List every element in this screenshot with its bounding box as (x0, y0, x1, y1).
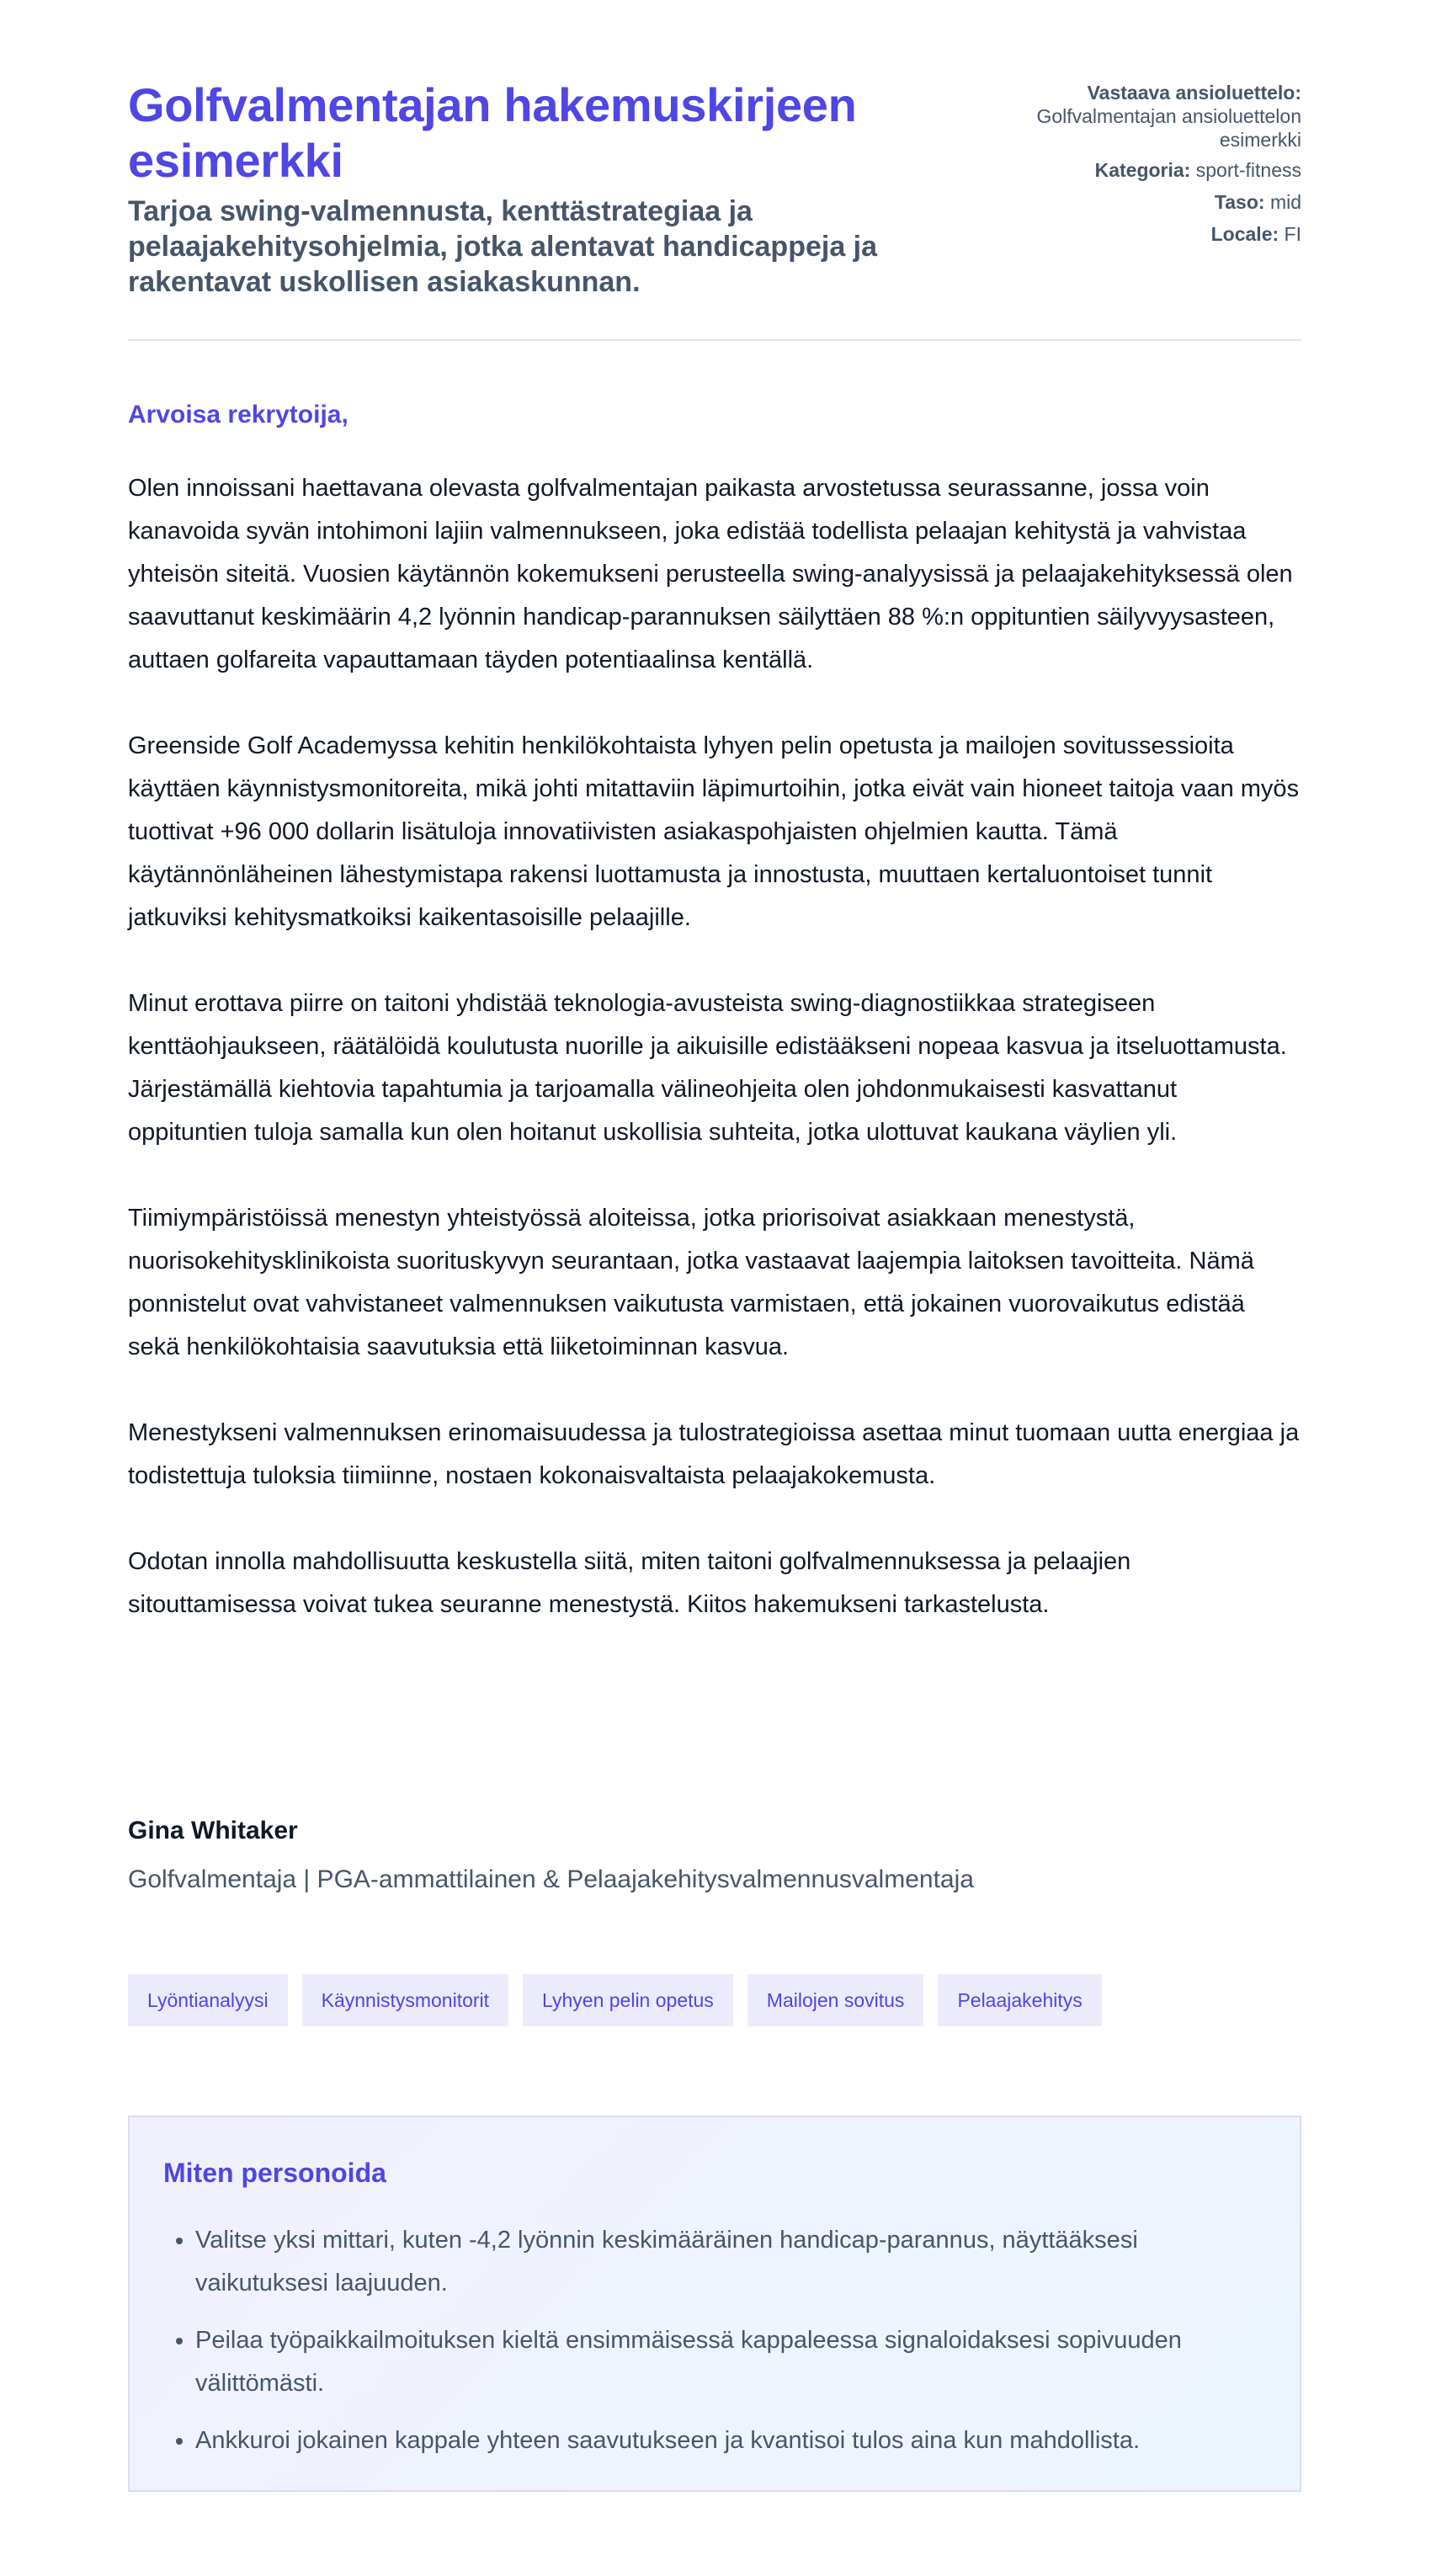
meta-level-value: mid (1269, 191, 1301, 213)
meta-category-value: sport-fitness (1195, 159, 1301, 181)
signature-name: Gina Whitaker (128, 1817, 298, 1844)
meta-resume-label: Vastaava ansioluettelo: (1087, 82, 1301, 104)
letter-paragraph: Menestykseni valmennuksen erinomaisuudessa ja tulostrategioissa asettaa minut tuomaan uutta energiaa ja todistettuja tuloksia tiimiinne, nostaen kokonaisvaltaista pelaajakokemusta. (128, 1419, 1300, 1489)
tip-item: • Valitse yksi mittari, kuten -4,2 lyönnin keskimääräinen handicap-parannus, näyttääksesi vaikutuksesi laajuuden. (195, 2219, 1266, 2305)
meta-locale-label: Locale: (1210, 223, 1279, 245)
page-header (128, 0, 1301, 341)
meta-resume-link[interactable]: Golfvalmentajan ansioluettelon esimerkki (1036, 105, 1301, 151)
skill-tags (128, 1974, 1102, 2026)
meta-locale-value: FI (1284, 223, 1301, 245)
skill-tag: Lyhyen pelin opetus (523, 1974, 733, 2026)
personalize-tips-box (128, 2116, 1301, 2492)
letter-paragraph: Odotan innolla mahdollisuutta keskustella siitä, miten taitoni golfvalmennuksessa ja pelaajien sitouttamisessa voivat tukea seuranne menestystä. Kiitos hakemukseni tarkastelusta. (128, 1548, 1131, 1618)
meta-category (1024, 158, 1301, 182)
skill-tag: Pelaajakehitys (938, 1974, 1101, 2026)
meta-locale (1024, 222, 1301, 246)
letter-paragraph: Olen innoissani haettavana olevasta golfvalmentajan paikasta arvostetussa seurassanne, jossa voin kanavoida syvän intohimoni lajiin valmennukseen, joka edistää todellista pelaajan kehitystä ja vahvistaa yhteisön siteitä. Vuosien käytännön kokemukseni perusteella swing-analyysissä ja pelaajakehityksessä olen saavuttanut keskimäärin 4,2 lyönnin handicap-parannuksen säilyttäen 88 %:n oppituntien säilyvyysasteen, auttaen golfareita vapauttamaan täyden potentiaalinsa kentällä. (128, 475, 1293, 673)
letter-body (128, 467, 1301, 1669)
skill-tag: Käynnistysmonitorit (302, 1974, 508, 2026)
meta-resume (1024, 81, 1301, 152)
letter-paragraph: Minut erottava piirre on taitoni yhdistää teknologia-avusteista swing-diagnostiikkaa strategiseen kenttäohjaukseen, räätälöidä koulutusta nuorille ja aikuisille edistääkseni nopeaa kasvua ja itseluottamusta. Järjestämällä kiehtovia tapahtumia ja tarjoamalla välineohjeita olen johdonmukaisesti kasvattanut oppituntien tuloja samalla kun olen hoitanut uskollisia suhteita, jotka ulottuvat kaukana väylien yli. (128, 990, 1287, 1146)
meta-panel (1024, 81, 1301, 254)
meta-level (1024, 190, 1301, 214)
letter-paragraph: Greenside Golf Academyssa kehitin henkilökohtaista lyhyen pelin opetusta ja mailojen sovitussessioita käyttäen käynnistysmonitoreita, mikä johti mitattaviin läpimurtoihin, jotka eivät vain hioneet taitoja vaan myös tuottivat +96 000 dollarin lisätuloja innovatiivisten asiakaspohjaisten ohjelmien kautta. Tämä käytännönläheinen lähestymistapa rakensi luottamusta ja innostusta, muuttaen kertaluontoiset tunnit jatkuviksi kehitysmatkoiksi kaikentasoisille pelaajille. (128, 732, 1300, 931)
meta-level-label: Taso: (1214, 191, 1265, 213)
tips-list (163, 2219, 1266, 2462)
page-title: Golfvalmentajan hakemuskirjeen esimerkki (128, 78, 857, 187)
salutation: Arvoisa rekrytoija, (128, 401, 348, 428)
tips-heading: Miten personoida (163, 2158, 386, 2188)
cover-letter-page (128, 0, 1301, 2454)
tip-item: • Peilaa työpaikkailmoituksen kieltä ensimmäisessä kappaleessa signaloidaksesi sopivuuden välittömästi. (195, 2319, 1266, 2405)
page-subtitle: Tarjoa swing-valmennusta, kenttästrategiaa ja pelaajakehitysohjelmia, jotka alentavat handicappeja ja rakentavat uskollisen asiakaskunnan. (128, 195, 878, 298)
tip-item: • Ankkuroi jokainen kappale yhteen saavutukseen ja kvantisoi tulos aina kun mahdollista. (195, 2419, 1266, 2462)
letter-paragraph: Tiimiympäristöissä menestyn yhteistyössä aloiteissa, jotka priorisoivat asiakkaan menestystä, nuorisokehitysklinikoista suorituskyvyn seurantaan, jotka vastaavat laajempia laitoksen tavoitteita. Nämä ponnistelut ovat vahvistaneet valmennuksen vaikutusta varmistaen, että jokainen vuorovaikutus edistää sekä henkilökohtaisia saavutuksia että liiketoiminnan kasvua. (128, 1205, 1254, 1360)
skill-tag: Lyöntianalyysi (128, 1974, 288, 2026)
skill-tag: Mailojen sovitus (747, 1974, 924, 2026)
signature-title: Golfvalmentaja | PGA-ammattilainen & Pelaajakehitysvalmennusvalmentaja (128, 1865, 974, 1893)
meta-category-label: Kategoria: (1094, 159, 1191, 181)
